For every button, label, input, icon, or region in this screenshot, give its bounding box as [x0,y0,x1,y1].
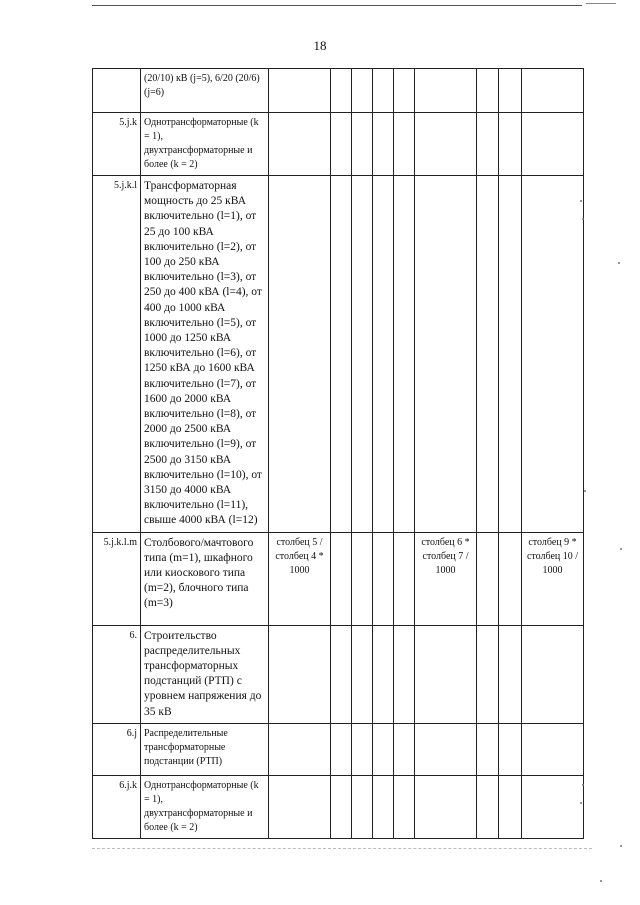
scan-speck [620,548,622,550]
table-row [93,176,584,533]
row-code: 5.j.k.l.m [93,532,141,625]
scan-speck [580,200,582,202]
scan-speck [582,218,584,220]
row-description: Распределительные трансформаторные подстанции (РТП) [141,723,269,775]
scan-speck [580,802,582,804]
row-code: 5.j.k.l [93,176,141,533]
tariff-table [92,68,584,839]
row-description: Однотрансформаторные (k = 1), двухтрансформаторные и более (k = 2) [141,113,269,176]
formula-cell: столбец 9 * столбец 10 / 1000 [522,532,584,625]
table-row [93,69,584,113]
row-code [93,69,141,113]
scan-speck [582,784,584,786]
top-rule-tick [586,3,616,4]
page-number: 18 [313,38,327,53]
table-row [93,775,584,838]
row-code: 6.j [93,723,141,775]
table-row [93,723,584,775]
scan-speck [600,880,602,882]
row-description: Однотрансформаторные (k = 1), двухтрансформаторные и более (k = 2) [141,775,269,838]
table-row [93,113,584,176]
scan-speck [618,262,620,264]
row-code: 5.j.k [93,113,141,176]
scan-speck [620,845,622,847]
formula-cell: столбец 5 / столбец 4 * 1000 [269,532,331,625]
row-code: 6.j.k [93,775,141,838]
table-row [93,532,584,625]
row-description: Трансформаторная мощность до 25 кВА включительно (l=1), от 25 до 100 кВА включительно (l=2), от 100 до 250 кВА включительно (l=3), от 250 до 400 кВА (l=4), от 400 до 1000 кВА включительно (l=5), от 1000 до 1250 кВА включительно (l=6), от 1250 кВА до 1600 кВА включительно (l=7), от 1600 до 2000 кВА включительно (l=8), от 2000 до 2500 кВА включительно (l=9), от 2500 до 3150 кВА включительно (l=10), от 3150 до 4000 кВА включительно (l=11), свыше 4000 кВА (l=12) [141,176,269,533]
row-description: Строительство распределительных трансформаторных подстанций (РТП) с уровнем напряжения до 35 кВ [141,625,269,723]
row-description: (20/10) кВ (j=5), 6/20 (20/6) (j=6) [141,69,269,113]
formula-cell: столбец 6 * столбец 7 / 1000 [415,532,477,625]
row-description: Столбового/мачтового типа (m=1), шкафного или киоскового типа (m=2), блочного типа (m=3) [141,532,269,625]
row-code: 6. [93,625,141,723]
top-rule [92,5,582,6]
table-row [93,625,584,723]
scan-speck [584,490,586,492]
bottom-rule [92,848,592,849]
